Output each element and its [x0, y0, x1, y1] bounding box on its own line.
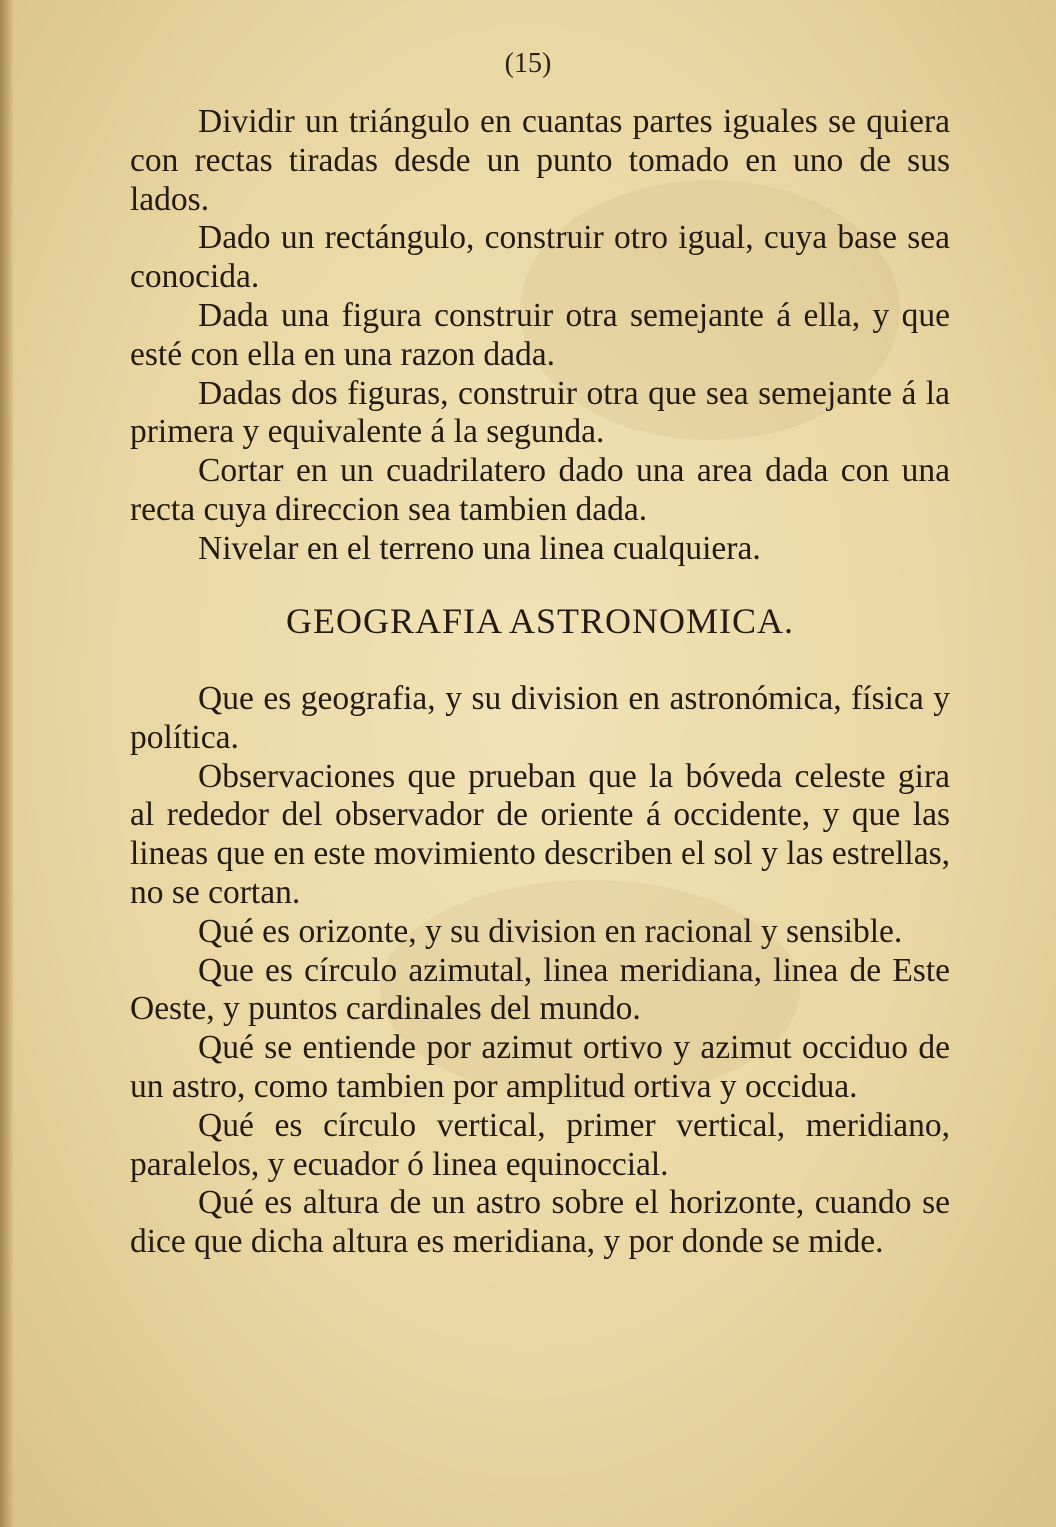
paragraph: Nivelar en el terreno una linea cualquiera.: [198, 529, 761, 567]
section-heading: GEOGRAFIA ASTRONOMICA.: [285, 601, 795, 641]
page-number: (15): [504, 48, 552, 79]
page-edge: [0, 0, 14, 1527]
paragraph: Observaciones que prueban que la bóveda celeste gira al rededor del observador de oriente á occidente, y que las lineas que en este movimiento describen el sol y las estrellas, no se cortan.: [130, 757, 950, 911]
paragraph: Qué es altura de un astro sobre el horizonte, cuando se dice que dicha altura es meridiana, y por donde se mide.: [130, 1184, 950, 1261]
paragraph: Dividir un triángulo en cuantas partes iguales se quiera con rectas tiradas desde un punto tomado en uno de sus lados.: [130, 103, 950, 218]
paragraph: Dado un rectángulo, construir otro igual, cuya base sea conocida.: [130, 219, 950, 296]
paragraph: Qué se entiende por azimut ortivo y azimut occiduo de un astro, como tambien por amplitud ortiva y occidua.: [130, 1029, 950, 1105]
paragraph: Dadas dos figuras, construir otra que sea semejante á la primera y equivalente á la segunda.: [130, 374, 950, 451]
paragraph: Que es círculo azimutal, linea meridiana, linea de Este Oeste, y puntos cardinales del mundo.: [130, 951, 950, 1028]
paragraph: Qué es círculo vertical, primer vertical, meridiano, paralelos, y ecuador ó linea equinoccial.: [130, 1106, 950, 1183]
paragraph: Qué es orizonte, y su division en racional y sensible.: [198, 912, 903, 950]
exercise-list-geometry: [130, 103, 950, 569]
paragraph: Que es geografia, y su division en astronómica, física y política.: [130, 680, 950, 756]
exercise-list-astronomy: [130, 680, 950, 1262]
paragraph: Dada una figura construir otra semejante á ella, y que esté con ella en una razon dada.: [130, 296, 950, 373]
paragraph: Cortar en un cuadrilatero dado una area dada con una recta cuya direccion sea tambien dada.: [130, 452, 950, 528]
